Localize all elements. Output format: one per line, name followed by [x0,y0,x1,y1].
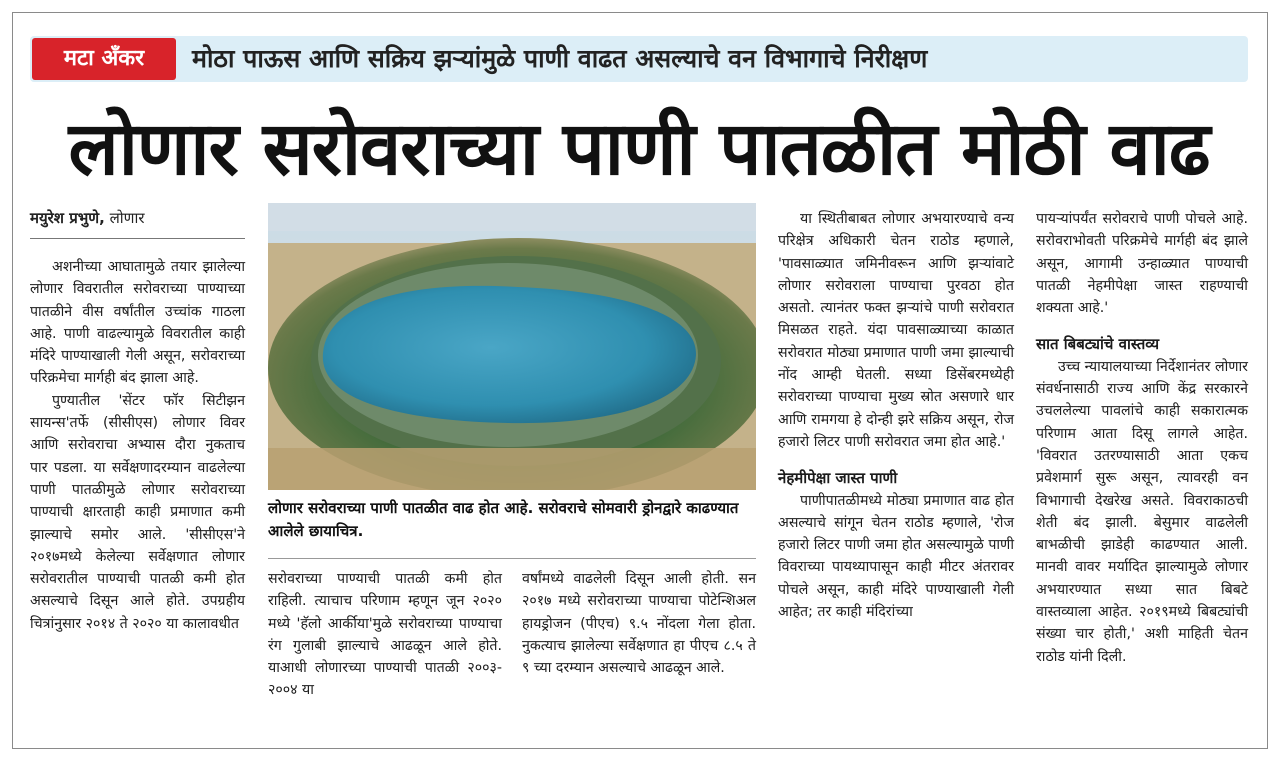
byline-rule [30,238,245,239]
column-4 [778,208,1014,623]
column-3 [522,568,756,679]
byline [30,208,145,228]
section-tag: मटा अँकर [32,38,176,80]
paragraph: या स्थितीबाबत लोणार अभयारण्याचे वन्य परिक्षेत्र अधिकारी चेतन राठोड म्हणाले, 'पावसाळ्यात जमिनीवरून आणि झऱ्यांवाटे लोणार सरोवराला पाण्याचा पुरवठा होत असतो. त्यानंतर फक्त झऱ्यांचे पाणी सरोवरात मिसळत राहते. यंदा पावसाळ्याच्या काळात सरोवरात मोठ्या प्रमाणात पाणी जमा झाल्याची नोंद आम्ही घेतली. सध्या डिसेंबरमध्येही सरोवराच्या पाण्याचा मुख्य स्रोत असणारे धार आणि रामगया हे दोन्ही झरे सक्रिय असून, रोज हजारो लिटर पाणी सरोवरात जमा होत आहे.' [778,211,1014,450]
lake-photo [268,203,756,490]
subheading: सात बिबट्यांचे वास्तव्य [1036,335,1160,354]
column-1 [30,256,245,635]
paragraph: वर्षांमध्ये वाढलेली दिसून आली होती. सन २०१७ मध्ये सरोवराच्या पाण्याचा पोटेन्शिअल हायड्रोजन (पीएच) ९.५ नोंदला गेला होता. नुकत्याच झालेल्या सर्वेक्षणात हा पीएच ८.५ ते ९ च्या दरम्यान असल्याचे आढळून आले. [522,571,756,677]
paragraph: सरोवराच्या पाण्याची पातळी कमी होत राहिली. त्याचाच परिणाम म्हणून जून २०२० मध्ये 'हॅलो आर्कीया'मुळे सरोवराच्या पाण्याचा रंग गुलाबी झाल्याचे आढळून आले होते. याआधी लोणारच्या पाण्याची पातळी २००३- २००४ या [268,571,502,699]
photo-caption: लोणार सरोवराच्या पाणी पातळीत वाढ होत आहे. सरोवराचे सोमवारी ड्रोनद्वारे काढण्यात आलेले छायाचित्र. [268,499,739,540]
byline-place: लोणार [104,209,145,227]
strapline: मोठा पाऊस आणि सक्रिय झऱ्यांमुळे पाणी वाढत असल्याचे वन विभागाचे निरीक्षण [192,44,928,73]
column-5 [1036,208,1248,668]
caption-rule [268,558,756,559]
paragraph: पुण्यातील 'सेंटर फॉर सिटीझन सायन्स'तर्फे (सीसीएस) लोणार विवर आणि सरोवराचा अभ्यास दौरा नुकताच पार पडला. या सर्वेक्षणादरम्यान वाढलेल्या पाणी पातळीमुळे लोणार सरोवराच्या पाण्याची क्षारताही काही प्रमाणात कमी झाल्याचे समोर आले. 'सीसीएस'ने २०१७मध्ये केलेल्या सर्वेक्षणात लोणार सरोवरातील पाण्याची पातळी कमी होत असल्याचे दिसून आले होते. उपग्रहीय चित्रांनुसार २०१४ ते २०२० या कालावधीत [30,392,245,632]
crater-lake-image [268,203,756,490]
paragraph: उच्च न्यायालयाच्या निर्देशानंतर लोणार संवर्धनासाठी राज्य आणि केंद्र सरकारने उचललेल्या पावलांचे काही सकारात्मक परिणाम आता दिसू लागले आहेत. 'विवरात उतरण्यासाठी आता एकच प्रवेशमार्ग सुरू असून, त्यावरही वन विभागाची देखरेख असते. विवराकाठची शेती बंद झाली. बेसुमार वाढलेली बाभळीची झाडेही काढण्यात आली. मानवी वावर मर्यादित झाल्यामुळे लोणार अभयारण्यात सध्या सात बिबटे वास्तव्याला आहेत. २०१९मध्ये बिबट्यांची संख्या चार होती,' अशी माहिती चेतन राठोड यांनी दिली. [1036,358,1248,665]
byline-author: मयुरेश प्रभुणे, [30,209,105,227]
paragraph: अशनीच्या आघातामुळे तयार झालेल्या लोणार विवरातील सरोवराच्या पाण्याच्या पातळीने वीस वर्षांतील उच्चांक गाठला आहे. पाणी वाढल्यामुळे विवरातील काही मंदिरे पाण्याखाली गेली असून, सरोवराच्या परिक्रमेचा मार्गही बंद झाला आहे. [30,259,245,387]
paragraph: पाणीपातळीमध्ये मोठ्या प्रमाणात वाढ होत असल्याचे सांगून चेतन राठोड म्हणाले, 'रोज हजारो लिटर पाणी जमा होत असल्यामुळे पाणी विवराच्या पायथ्यापासून काही मीटर अंतरावर पोचले असून, काही मंदिरे पाण्याखाली गेली आहेत; तर काही मंदिरांच्या [778,492,1014,621]
subheading: नेहमीपेक्षा जास्त पाणी [778,469,898,488]
column-2 [268,568,502,702]
headline: लोणार सरोवराच्या पाणी पातळीत मोठी वाढ [68,106,1210,192]
paragraph: पायऱ्यांपर्यंत सरोवराचे पाणी पोचले आहे. सरोवराभोवती परिक्रमेचे मार्गही बंद झाले असून, आगामी उन्हाळ्यात पाण्याची पातळी नेहमीपेक्षा जास्त राहण्याची शक्यता आहे.' [1036,211,1248,317]
